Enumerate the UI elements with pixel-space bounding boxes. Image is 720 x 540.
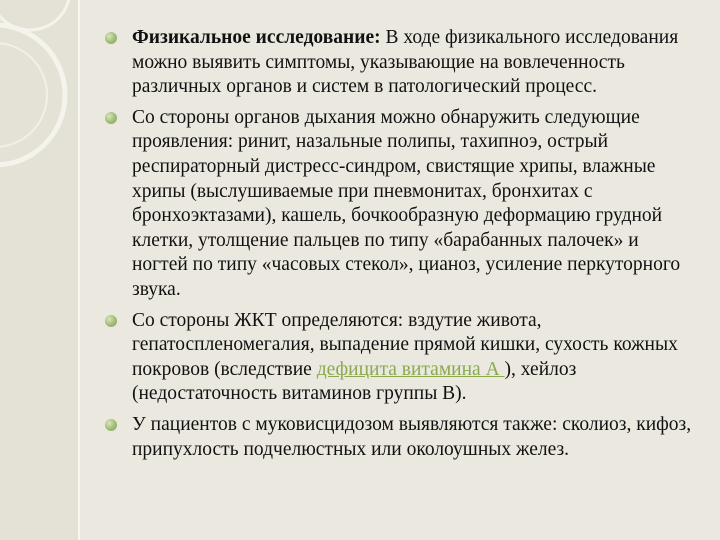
bullet-icon [105, 315, 117, 327]
list-item [104, 413, 694, 462]
list-item [104, 26, 694, 100]
vitamin-a-deficiency-link[interactable]: дефицита витамина А [316, 358, 505, 380]
item-text: В ходе физикального исследования можно выявить симптомы, указывающие на вовлеченность различных органов и систем в патологический процесс. [132, 27, 679, 98]
list-item [104, 106, 694, 303]
bullet-icon [105, 112, 117, 124]
bullet-icon [105, 419, 117, 431]
item-lead: Физикальное исследование: [132, 27, 381, 48]
decorative-circles [0, 0, 80, 200]
list-item [104, 309, 694, 407]
item-text: У пациентов с муковисцидозом выявляются также: сколиоз, кифоз, припухлость подчелюстных или околоушных желез. [132, 413, 692, 460]
item-text: ), хейлоз (недостаточность витаминов группы В). [132, 358, 577, 405]
bullet-icon [105, 32, 117, 44]
bullet-list [104, 26, 694, 468]
item-text: Со стороны ЖКТ определяются: вздутие живота, гепатоспленомегалия, выпадение прямой кишки, сухость кожных покровов (вследствие [132, 309, 678, 380]
item-text: Со стороны органов дыхания можно обнаружить следующие проявления: ринит, назальные полипы, тахипноэ, острый респираторный дистресс-синдром, свистящие хрипы, влажные хрипы (выслушиваемые при пневмонитах, бронхитах с бронхоэктазами), кашель, бочкообразную деформацию грудной клетки, утолщение пальцев по типу «барабанных палочек» и ногтей по типу «часовых стекол», цианоз, усиление перкуторного звука. [132, 106, 681, 300]
